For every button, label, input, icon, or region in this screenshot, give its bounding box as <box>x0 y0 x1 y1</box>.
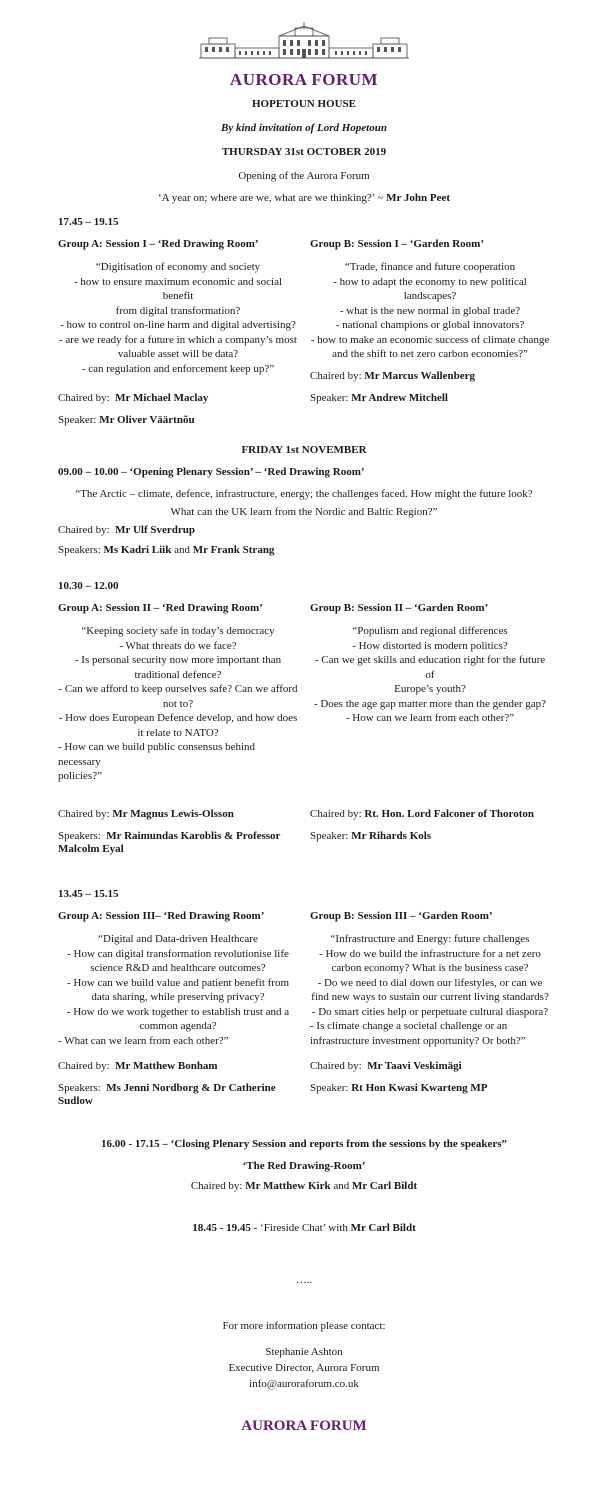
session-description <box>310 260 550 362</box>
description-line: - Can we afford to keep ourselves safe? Can we afford <box>58 683 298 695</box>
fireside-time: 18.45 - 19.45 <box>192 1222 251 1234</box>
session2-a-chair <box>58 808 234 820</box>
speaker-names: Ms Jenni Nordborg & Dr Catherine Sudlow <box>58 1082 276 1107</box>
conjunction: and <box>174 544 190 556</box>
description-line: - Do smart cities help or perpetuate cultural diaspora? <box>311 1005 549 1018</box>
description-line: - What can we learn from each other?” <box>58 1034 229 1047</box>
description-line: not to? <box>162 697 194 710</box>
description-line: infrastructure investment opportunity? Or both?” <box>310 1034 526 1047</box>
contact-name: Stephanie Ashton <box>265 1346 343 1358</box>
chair-label: Chaired by: <box>310 1060 362 1072</box>
speakers-label: Speakers: <box>58 544 101 556</box>
closing-line: 16.00 - 17.15 – ‘Closing Plenary Session and reports from the sessions by the speakers” <box>101 1138 507 1150</box>
session-chair <box>58 392 298 404</box>
speaker-label: Speaker: <box>310 830 349 842</box>
description-line: - How can we build public consensus behind necessary <box>58 741 256 768</box>
session2-b-speaker <box>310 830 431 842</box>
description-line: “Infrastructure and Energy: future challenges <box>330 933 530 945</box>
plenary-line: What can the UK learn from the Nordic and Baltic Region?” <box>170 506 438 518</box>
footer-brand: AURORA FORUM <box>241 1418 367 1434</box>
description-line: - How can we build value and patient benefit from <box>66 976 290 989</box>
speaker-name: Ms Kadri Liik <box>103 544 172 556</box>
closing-chairs <box>0 1180 608 1192</box>
closing-room: ‘The Red Drawing-Room’ <box>242 1160 366 1172</box>
description-line: - Does the age gap matter more than the gender gap? <box>313 697 547 710</box>
speakers-label: Speakers: <box>58 830 101 842</box>
chair-name: Mr Carl Bildt <box>351 1180 418 1192</box>
invitation: By kind invitation of Lord Hopetoun <box>221 122 387 134</box>
session-heading: Group B: Session I – ‘Garden Room’ <box>310 238 484 250</box>
session-description <box>310 932 550 1048</box>
session3-group-a <box>58 910 298 1108</box>
chair-label: Chaired by: <box>58 524 110 536</box>
session-heading: Group A: Session III– ‘Red Drawing Room’ <box>58 910 265 922</box>
session-heading: Group A: Session I – ‘Red Drawing Room’ <box>58 238 259 250</box>
fireside-chat <box>0 1222 608 1234</box>
description-line: find new ways to sustain our current living standards? <box>311 991 549 1003</box>
description-line: - Is personal security now more important than <box>74 654 282 666</box>
chair-label: Chaired by: <box>58 1060 110 1072</box>
description-line: - Do we need to dial down our lifestyles, or can we <box>317 976 543 989</box>
page-title: AURORA FORUM <box>229 70 379 89</box>
opening-talk-speaker: Mr John Peet <box>386 192 451 204</box>
opening: Opening of the Aurora Forum <box>238 170 370 182</box>
conjunction: and <box>333 1180 350 1192</box>
chair-name: Mr Matthew Bonham <box>115 1060 218 1072</box>
session-description <box>310 624 550 726</box>
fireside-speaker: Mr Carl Bildt <box>350 1222 416 1234</box>
chair-name: Mr Matthew Kirk <box>245 1180 331 1192</box>
session2-time: 10.30 – 12.00 <box>58 580 119 592</box>
description-line: - What threats do we face? <box>119 639 237 652</box>
contact-intro: For more information please contact: <box>222 1320 386 1332</box>
description-line: “Digital and Data-driven Healthcare <box>98 933 258 945</box>
session-speaker <box>58 414 298 426</box>
plenary-chair <box>58 524 195 536</box>
chair-name: Mr Marcus Wallenberg <box>364 369 475 382</box>
speaker-label: Speaker: <box>310 391 349 404</box>
house-illustration <box>199 22 409 62</box>
description-line: - Is climate change a societal challenge or an <box>310 1020 508 1032</box>
chair-label: Chaired by: <box>58 808 110 820</box>
speaker-name: Mr Oliver Väärtnõu <box>99 414 195 426</box>
chair-label: Chaired by: <box>310 369 362 382</box>
description-line: landscapes? <box>403 290 457 302</box>
session-description <box>58 932 298 1048</box>
session-speaker <box>310 1082 550 1094</box>
session-speaker <box>310 392 550 404</box>
speaker-label: Speaker: <box>310 1082 349 1094</box>
opening-talk <box>0 192 608 204</box>
fireside-title: - ‘Fireside Chat’ with <box>253 1222 348 1234</box>
description-line: and the shift to net zero carbon economies?” <box>332 348 528 360</box>
description-line: - how to control on-line harm and digital advertising? <box>60 319 296 331</box>
contact-email[interactable]: info@auroraforum.co.uk <box>249 1378 359 1390</box>
description-line: valuable asset will be data? <box>117 348 239 360</box>
plenary-heading: 09.00 – 10.00 – ‘Opening Plenary Session’ – ‘Red Drawing Room’ <box>58 466 365 478</box>
session-heading: Group A: Session II – ‘Red Drawing Room’ <box>58 602 263 614</box>
day1-group-a <box>58 238 298 426</box>
opening-talk-title: ‘A year on; where are we, what are we thinking?’ ~ <box>157 192 384 204</box>
description-line: policies?” <box>58 770 102 782</box>
day1-group-b <box>310 238 550 404</box>
description-line: - Can we get skills and education right for the future of <box>314 654 546 681</box>
description-line: “Keeping society safe in today’s democracy <box>81 625 275 637</box>
description-line: it relate to NATO? <box>137 726 219 739</box>
venue: HOPETOUN HOUSE <box>251 98 356 110</box>
speaker-name: Mr Frank Strang <box>192 544 275 556</box>
description-line: science R&D and healthcare outcomes? <box>90 962 266 974</box>
description-line: - are we ready for a future in which a company’s most <box>59 333 297 346</box>
chair-name: Mr Michael Maclay <box>115 392 209 404</box>
session3-group-b <box>310 910 550 1094</box>
description-line: - How can we learn from each other?” <box>345 712 515 724</box>
contact-role: Executive Director, Aurora Forum <box>228 1362 380 1374</box>
speaker-names: Mr Raimundas Karoblis & Professor Malcolm Eyal <box>58 830 281 855</box>
description-line: Europe’s youth? <box>394 683 466 695</box>
session-chair <box>58 1060 298 1072</box>
description-line: - How can digital transformation revolutionise life <box>67 947 289 960</box>
description-line: - how to ensure maximum economic and social benefit <box>73 275 283 302</box>
session2-b-chair <box>310 808 534 820</box>
speakers-label: Speakers: <box>58 1082 101 1094</box>
description-line: - how to adapt the economy to new political <box>333 275 527 288</box>
description-line: - how to make an economic success of climate change <box>310 333 550 346</box>
description-line: - national champions or global innovators? <box>335 319 525 331</box>
description-line: carbon economy? What is the business case? <box>331 962 529 974</box>
speaker-name: Mr Andrew Mitchell <box>351 391 448 404</box>
chair-name: Mr Magnus Lewis-Olsson <box>112 808 234 820</box>
speaker-name: Mr Rihards Kols <box>351 830 432 842</box>
session-chair <box>310 370 550 382</box>
description-line: - what is the new normal in global trade? <box>339 304 521 317</box>
description-line: common agenda? <box>139 1020 217 1032</box>
chair-label: Chaired by: <box>190 1180 243 1192</box>
description-line: from digital transformation? <box>115 304 241 317</box>
event-date: THURSDAY 31st OCTOBER 2019 <box>221 146 387 158</box>
session-description <box>58 260 298 376</box>
description-line: traditional defence? <box>134 668 222 681</box>
description-line: “Digitisation of economy and society <box>95 261 261 273</box>
chair-name: Mr Ulf Sverdrup <box>115 524 195 536</box>
session-description <box>58 624 298 784</box>
chair-name: Rt. Hon. Lord Falconer of Thoroton <box>364 808 534 820</box>
plenary-line: “The Arctic – climate, defence, infrastructure, energy; the challenges faced. How might the future look? <box>75 488 533 500</box>
description-line: “Populism and regional differences <box>352 625 508 637</box>
day1-time: 17.45 – 19.15 <box>58 216 119 228</box>
session-chair <box>310 1060 550 1072</box>
day2-date: FRIDAY 1st NOVEMBER <box>241 444 367 456</box>
description-line: - can regulation and enforcement keep up?” <box>81 362 275 375</box>
plenary-speakers <box>58 544 274 556</box>
session-heading: Group B: Session III – ‘Garden Room’ <box>310 910 493 922</box>
session-speakers <box>58 1082 288 1108</box>
description-line: “Trade, finance and future cooperation <box>344 261 516 273</box>
session2-group-a <box>58 602 298 784</box>
speaker-name: Rt Hon Kwasi Kwarteng MP <box>351 1082 488 1094</box>
chair-name: Mr Taavi Veskimägi <box>367 1060 462 1072</box>
divider-dots: ….. <box>295 1274 313 1286</box>
description-line: - How do we work together to establish trust and a <box>66 1005 290 1018</box>
speaker-label: Speaker: <box>58 414 97 426</box>
description-line: data sharing, while preserving privacy? <box>91 991 265 1003</box>
session-heading: Group B: Session II – ‘Garden Room’ <box>310 602 489 614</box>
session2-a-speakers <box>58 830 288 856</box>
session3-time: 13.45 – 15.15 <box>58 888 119 900</box>
description-line: - How do we build the infrastructure for a net zero <box>319 947 541 960</box>
chair-label: Chaired by: <box>310 808 362 820</box>
description-line: - How distorted is modern politics? <box>352 639 508 652</box>
session2-group-b <box>310 602 550 726</box>
description-line: - How does European Defence develop, and how does <box>58 712 298 724</box>
chair-label: Chaired by: <box>58 392 110 404</box>
